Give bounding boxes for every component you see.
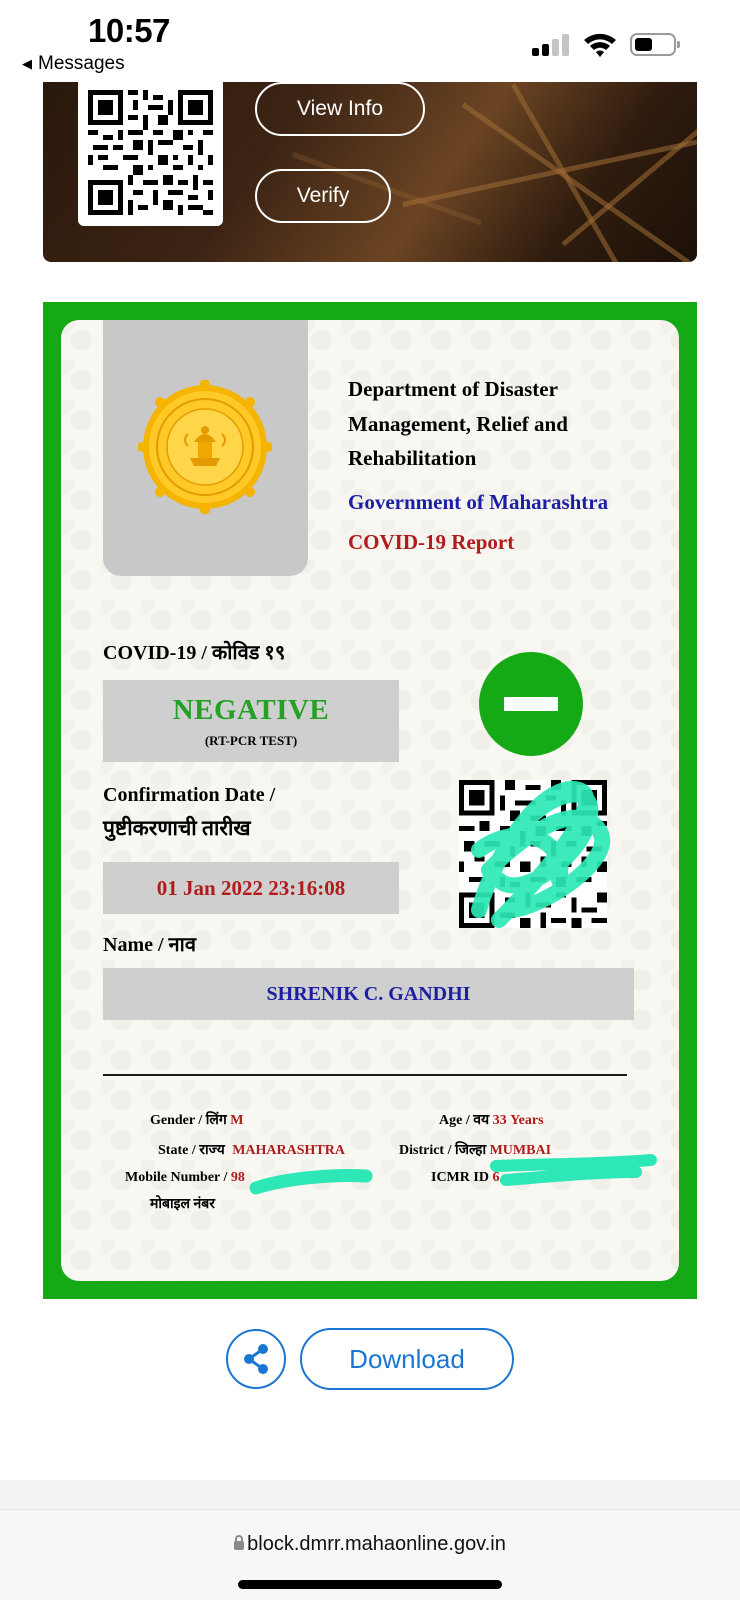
report-title: COVID-19 Report bbox=[348, 530, 515, 554]
redaction-scribble-icmr bbox=[486, 1138, 666, 1198]
back-to-messages-link[interactable] bbox=[22, 53, 125, 75]
redaction-scribble bbox=[459, 760, 619, 930]
gender-value: M bbox=[230, 1113, 244, 1128]
url-text: block.dmrr.mahaonline.gov.in bbox=[247, 1533, 506, 1555]
share-button[interactable] bbox=[226, 1329, 286, 1389]
test-type: (RT-PCR TEST) bbox=[204, 732, 298, 748]
result-box bbox=[103, 680, 399, 762]
icmr-value: 6 bbox=[492, 1170, 500, 1185]
confirmation-date-label: Confirmation Date / bbox=[103, 784, 276, 806]
clock: 10:57 bbox=[88, 12, 170, 49]
negative-status-icon bbox=[479, 652, 583, 756]
covid-report-certificate bbox=[43, 302, 697, 1299]
wifi-icon bbox=[582, 30, 618, 58]
age-label: Age / वय bbox=[439, 1113, 490, 1128]
qr-code-icon bbox=[78, 82, 223, 226]
name-label: Name / नाव bbox=[103, 934, 196, 956]
name-box bbox=[103, 968, 634, 1020]
certificate-header-card bbox=[43, 82, 697, 262]
download-button[interactable]: Download bbox=[300, 1328, 514, 1390]
status-bar bbox=[0, 0, 740, 82]
lock-icon bbox=[234, 1541, 244, 1550]
patient-name: SHRENIK C. GANDHI bbox=[266, 982, 471, 1005]
redaction-scribble-mobile bbox=[246, 1160, 376, 1200]
back-caret-icon: ◀ bbox=[22, 56, 32, 71]
district-label: District / जिल्हा bbox=[399, 1143, 487, 1158]
confirmation-date-label-marathi: पुष्टीकरणाची तारीख bbox=[103, 816, 251, 840]
gender-label: Gender / लिंग bbox=[150, 1113, 227, 1128]
confirmation-date: 01 Jan 2022 23:16:08 bbox=[156, 875, 346, 900]
mobile-label-marathi: मोबाइल नंबर bbox=[150, 1197, 215, 1212]
age-field bbox=[439, 1110, 544, 1129]
age-value: 33 Years bbox=[492, 1113, 544, 1128]
home-indicator[interactable] bbox=[238, 1580, 502, 1589]
covid-label: COVID-19 / कोविड १९ bbox=[103, 642, 286, 664]
emblem-tab bbox=[103, 320, 308, 576]
mobile-value: 98 bbox=[230, 1170, 245, 1185]
state-label: State / राज्य bbox=[158, 1143, 225, 1158]
district-value: MUMBAI bbox=[489, 1143, 552, 1158]
state-value: MAHARASHTRA bbox=[232, 1143, 345, 1158]
certificate-body bbox=[61, 320, 679, 1281]
share-icon bbox=[228, 1331, 284, 1387]
view-info-button[interactable]: View Info bbox=[255, 82, 425, 136]
battery-icon bbox=[630, 33, 676, 56]
mobile-label: Mobile Number / bbox=[125, 1170, 228, 1185]
icmr-label: ICMR ID bbox=[431, 1170, 489, 1185]
signal-icon bbox=[532, 34, 572, 56]
section-divider bbox=[103, 1074, 627, 1076]
maharashtra-seal-icon bbox=[138, 380, 272, 514]
state-field bbox=[158, 1140, 345, 1159]
mobile-field bbox=[125, 1170, 245, 1186]
verify-button[interactable]: Verify bbox=[255, 169, 391, 223]
url-field[interactable] bbox=[0, 1533, 740, 1556]
test-result: NEGATIVE bbox=[172, 693, 330, 726]
back-label: Messages bbox=[38, 53, 125, 74]
department-name: Department of Disaster Management, Relief and Rehabilitation bbox=[348, 377, 568, 470]
browser-address-bar bbox=[0, 1480, 740, 1600]
confirmation-date-box bbox=[103, 862, 399, 914]
gender-field bbox=[150, 1110, 243, 1129]
government-name: Government of Maharashtra bbox=[348, 490, 609, 514]
